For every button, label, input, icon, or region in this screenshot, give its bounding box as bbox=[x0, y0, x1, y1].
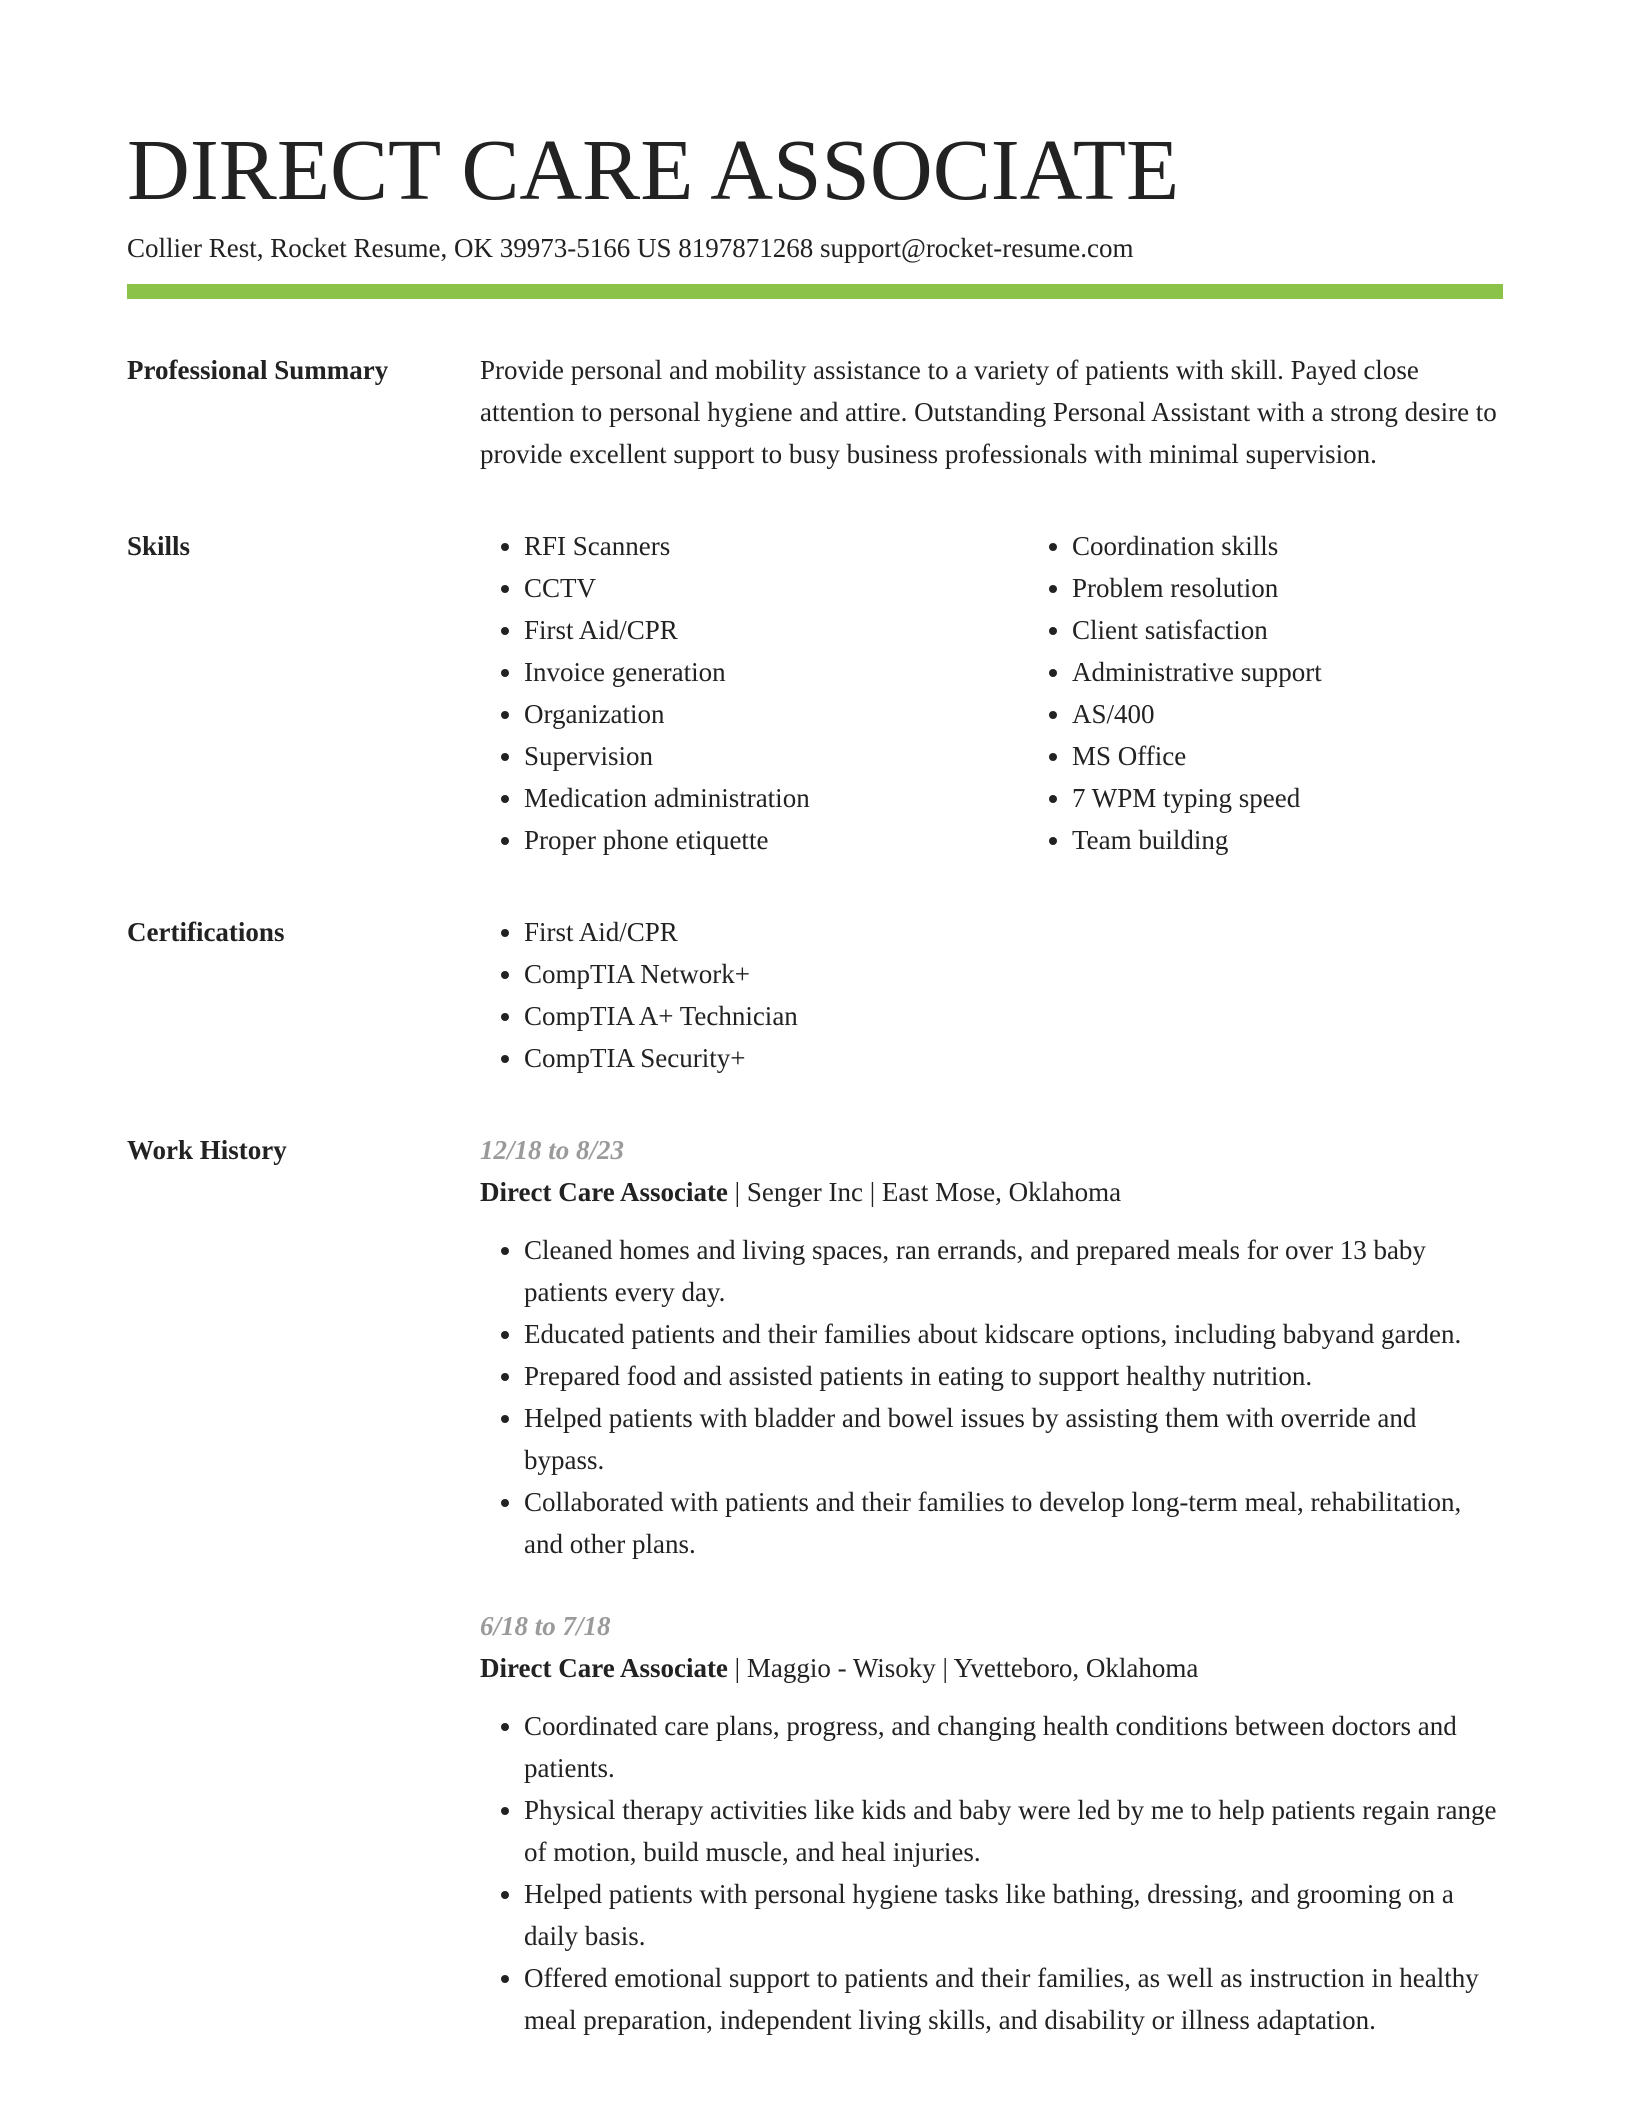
job-title: Direct Care Associate bbox=[480, 1177, 728, 1207]
job-bullet: • Physical therapy activities like kids and baby were led by me to help patients regain range of motion, build muscle, and heal injuries. bbox=[524, 1789, 1503, 1873]
summary-body bbox=[480, 349, 1503, 475]
skill-item: • AS/400 bbox=[1072, 693, 1576, 735]
job-bullets bbox=[480, 1229, 1503, 1565]
job-bullet: • Prepared food and assisted patients in eating to support healthy nutrition. bbox=[524, 1355, 1503, 1397]
job-title-line bbox=[480, 1171, 1503, 1213]
skill-item: • Problem resolution bbox=[1072, 567, 1576, 609]
job-bullet: • Coordinated care plans, progress, and changing health conditions between doctors and patients. bbox=[524, 1705, 1503, 1789]
skill-item: • 7 WPM typing speed bbox=[1072, 777, 1576, 819]
skills-list-left bbox=[480, 525, 1028, 861]
work-history-body bbox=[480, 1129, 1503, 2081]
skill-item: • Supervision bbox=[524, 735, 1028, 777]
work-history-section bbox=[127, 1129, 1503, 2081]
job-bullet: • Cleaned homes and living spaces, ran errands, and prepared meals for over 13 baby patients every day. bbox=[524, 1229, 1503, 1313]
job-date: 6/18 to 7/18 bbox=[480, 1611, 611, 1641]
section-title-summary: Professional Summary bbox=[127, 355, 389, 385]
skill-item: • CCTV bbox=[524, 567, 1028, 609]
certification-item: • CompTIA Security+ bbox=[524, 1037, 1503, 1079]
summary-section bbox=[127, 349, 1503, 475]
resume-page bbox=[127, 118, 1503, 2081]
job-details: | Maggio - Wisoky | Yvetteboro, Oklahoma bbox=[727, 1653, 1199, 1683]
skill-item: • Invoice generation bbox=[524, 651, 1028, 693]
skills-body bbox=[480, 525, 1576, 861]
job-entry bbox=[480, 1605, 1503, 2041]
certification-item: • CompTIA Network+ bbox=[524, 953, 1503, 995]
certifications-section bbox=[127, 911, 1503, 1079]
job-entry bbox=[480, 1129, 1503, 1565]
skill-item: • Administrative support bbox=[1072, 651, 1576, 693]
job-bullets bbox=[480, 1705, 1503, 2041]
job-title-line bbox=[480, 1647, 1503, 1689]
skill-item: • First Aid/CPR bbox=[524, 609, 1028, 651]
certifications-body bbox=[480, 911, 1503, 1079]
job-bullet: • Helped patients with personal hygiene tasks like bathing, dressing, and grooming on a daily basis. bbox=[524, 1873, 1503, 1957]
skill-item: • RFI Scanners bbox=[524, 525, 1028, 567]
job-bullet: • Helped patients with bladder and bowel issues by assisting them with override and bypass. bbox=[524, 1397, 1503, 1481]
job-bullet: • Collaborated with patients and their families to develop long-term meal, rehabilitation, and other plans. bbox=[524, 1481, 1503, 1565]
skill-item: • MS Office bbox=[1072, 735, 1576, 777]
job-bullet: • Educated patients and their families about kidscare options, including babyand garden. bbox=[524, 1313, 1503, 1355]
skill-item: • Proper phone etiquette bbox=[524, 819, 1028, 861]
certification-item: • First Aid/CPR bbox=[524, 911, 1503, 953]
section-title-certifications: Certifications bbox=[127, 917, 285, 947]
skill-item: • Team building bbox=[1072, 819, 1576, 861]
certifications-list bbox=[480, 911, 1503, 1079]
job-details: | Senger Inc | East Mose, Oklahoma bbox=[727, 1177, 1122, 1207]
job-bullet: • Offered emotional support to patients and their families, as well as instruction in healthy meal preparation, independent living skills, and disability or illness adaptation. bbox=[524, 1957, 1503, 2041]
skills-list-right bbox=[1028, 525, 1576, 861]
header-divider bbox=[127, 284, 1503, 299]
job-title: Direct Care Associate bbox=[480, 1653, 728, 1683]
skill-item: • Client satisfaction bbox=[1072, 609, 1576, 651]
section-title-work-history: Work History bbox=[127, 1135, 287, 1165]
skill-item: • Coordination skills bbox=[1072, 525, 1576, 567]
skill-item: • Medication administration bbox=[524, 777, 1028, 819]
resume-name: DIRECT CARE ASSOCIATE bbox=[127, 121, 1180, 218]
summary-text: Provide personal and mobility assistance to a variety of patients with skill. Payed close attention to personal hygiene and attire. Outstanding Personal Assistant with a strong desire to provide excellent support to busy business professionals with minimal supervision. bbox=[480, 355, 1497, 469]
skills-section bbox=[127, 525, 1503, 861]
contact-line: Collier Rest, Rocket Resume, OK 39973-5166 US 8197871268 support@rocket-resume.com bbox=[127, 233, 1134, 263]
section-title-skills: Skills bbox=[127, 531, 191, 561]
certification-item: • CompTIA A+ Technician bbox=[524, 995, 1503, 1037]
skill-item: • Organization bbox=[524, 693, 1028, 735]
job-date: 12/18 to 8/23 bbox=[480, 1135, 625, 1165]
